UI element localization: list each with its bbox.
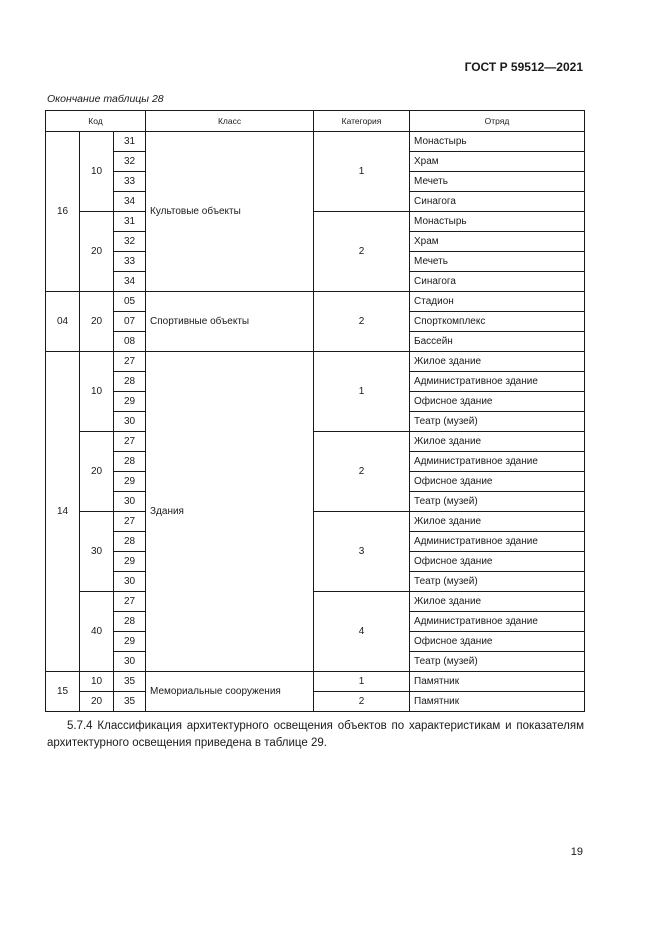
item-code-cell: 05 [114,292,146,312]
item-code-cell: 08 [114,332,146,352]
table-row [46,292,585,312]
item-code-cell: 32 [114,152,146,172]
item-code-cell: 29 [114,552,146,572]
detachment-cell: Монастырь [410,212,585,232]
subgroup-code-cell: 20 [80,212,114,292]
detachment-cell: Синагога [410,192,585,212]
item-code-cell: 34 [114,192,146,212]
detachment-cell: Памятник [410,692,585,712]
table-row [46,692,585,712]
item-code-cell: 28 [114,452,146,472]
detachment-cell: Синагога [410,272,585,292]
detachment-cell: Бассейн [410,332,585,352]
detachment-cell: Административное здание [410,372,585,392]
item-code-cell: 34 [114,272,146,292]
column-header-class: Класс [146,111,314,132]
column-header-detachment: Отряд [410,111,585,132]
category-cell: 2 [314,212,410,292]
item-code-cell: 33 [114,252,146,272]
item-code-cell: 28 [114,372,146,392]
category-cell: 2 [314,692,410,712]
category-cell: 1 [314,672,410,692]
detachment-cell: Театр (музей) [410,492,585,512]
body-paragraph: 5.7.4 Классификация архитектурного освещения объектов по характеристикам и показателям архитектурного освещения приведена в таблице 29. [47,720,584,749]
detachment-cell: Офисное здание [410,552,585,572]
group-code-cell: 04 [46,292,80,352]
detachment-cell: Спорткомплекс [410,312,585,332]
table-row [46,132,585,152]
table-row [46,432,585,452]
column-header-code: Код [46,111,146,132]
column-header-category: Категория [314,111,410,132]
document-id: ГОСТ Р 59512—2021 [464,60,583,74]
subgroup-code-cell: 20 [80,692,114,712]
detachment-cell: Театр (музей) [410,572,585,592]
category-cell: 1 [314,352,410,432]
detachment-cell: Жилое здание [410,352,585,372]
detachment-cell: Офисное здание [410,472,585,492]
detachment-cell: Памятник [410,672,585,692]
item-code-cell: 30 [114,652,146,672]
class-cell: Здания [146,352,314,672]
group-code-cell: 16 [46,132,80,292]
table-body [46,132,585,712]
detachment-cell: Театр (музей) [410,652,585,672]
item-code-cell: 35 [114,672,146,692]
category-cell: 2 [314,432,410,512]
detachment-cell: Офисное здание [410,632,585,652]
item-code-cell: 27 [114,592,146,612]
item-code-cell: 35 [114,692,146,712]
table-row [46,512,585,532]
subgroup-code-cell: 10 [80,132,114,212]
item-code-cell: 27 [114,352,146,372]
detachment-cell: Административное здание [410,532,585,552]
item-code-cell: 28 [114,612,146,632]
classification-table [45,110,585,712]
item-code-cell: 30 [114,492,146,512]
item-code-cell: 27 [114,432,146,452]
subgroup-code-cell: 40 [80,592,114,672]
table-row [46,352,585,372]
subgroup-code-cell: 20 [80,432,114,512]
detachment-cell: Театр (музей) [410,412,585,432]
class-cell: Культовые объекты [146,132,314,292]
table-caption: Окончание таблицы 28 [47,93,164,105]
item-code-cell: 31 [114,132,146,152]
category-cell: 4 [314,592,410,672]
item-code-cell: 07 [114,312,146,332]
item-code-cell: 30 [114,412,146,432]
class-cell: Спортивные объекты [146,292,314,352]
page-number: 19 [570,846,583,858]
table-row [46,212,585,232]
detachment-cell: Жилое здание [410,512,585,532]
item-code-cell: 32 [114,232,146,252]
table-row [46,672,585,692]
category-cell: 1 [314,132,410,212]
item-code-cell: 29 [114,632,146,652]
detachment-cell: Жилое здание [410,432,585,452]
subgroup-code-cell: 20 [80,292,114,352]
detachment-cell: Административное здание [410,452,585,472]
detachment-cell: Мечеть [410,252,585,272]
item-code-cell: 31 [114,212,146,232]
subgroup-code-cell: 10 [80,672,114,692]
class-cell: Мемориальные сооружения [146,672,314,712]
detachment-cell: Храм [410,232,585,252]
detachment-cell: Храм [410,152,585,172]
detachment-cell: Монастырь [410,132,585,152]
category-cell: 3 [314,512,410,592]
item-code-cell: 30 [114,572,146,592]
detachment-cell: Стадион [410,292,585,312]
group-code-cell: 15 [46,672,80,712]
detachment-cell: Жилое здание [410,592,585,612]
detachment-cell: Административное здание [410,612,585,632]
detachment-cell: Мечеть [410,172,585,192]
table-row [46,592,585,612]
table-header-row [46,111,585,132]
item-code-cell: 33 [114,172,146,192]
item-code-cell: 27 [114,512,146,532]
item-code-cell: 29 [114,392,146,412]
item-code-cell: 28 [114,532,146,552]
category-cell: 2 [314,292,410,352]
subgroup-code-cell: 30 [80,512,114,592]
group-code-cell: 14 [46,352,80,672]
item-code-cell: 29 [114,472,146,492]
detachment-cell: Офисное здание [410,392,585,412]
subgroup-code-cell: 10 [80,352,114,432]
